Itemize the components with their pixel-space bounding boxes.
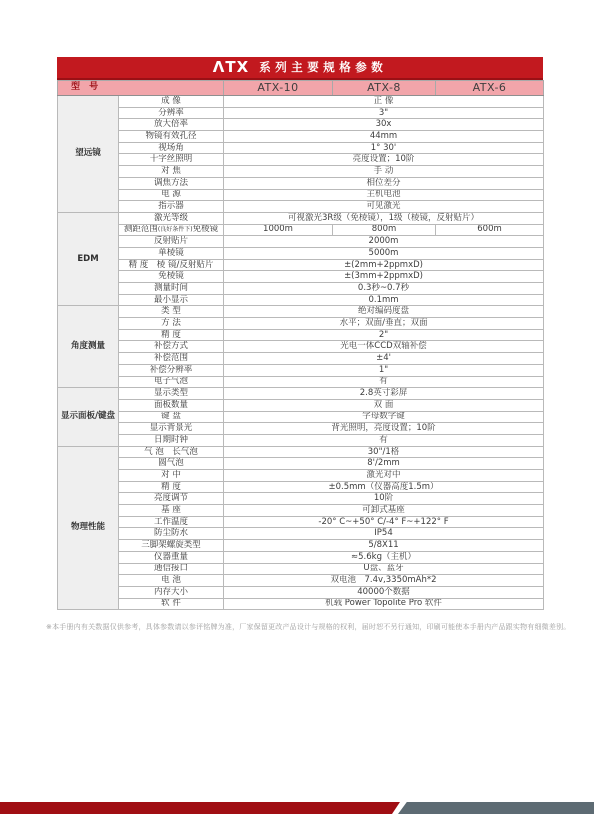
model-name-atx6: ATX-6 — [436, 81, 544, 96]
table-row — [58, 470, 544, 482]
spec-label: 对 焦 — [119, 166, 224, 178]
table-row — [58, 283, 544, 295]
spec-value: 字母数字键 — [224, 411, 544, 423]
table-row — [58, 551, 544, 563]
spec-value: 0.3秒~0.7秒 — [224, 283, 544, 295]
table-row — [58, 563, 544, 575]
spec-value: 有 — [224, 376, 544, 388]
category-cell: 角度测量 — [58, 306, 119, 388]
spec-label: 精 度 — [119, 481, 224, 493]
spec-value: 水平；双面/垂直；双面 — [224, 318, 544, 330]
spec-label: 成 像 — [119, 96, 224, 108]
spec-label: 精 度 — [119, 329, 224, 341]
spec-value: 可卸式基座 — [224, 505, 544, 517]
spec-label: 通信接口 — [119, 563, 224, 575]
spec-value: 可视激光3R级（免棱镜），1级（棱镜，反射贴片） — [224, 212, 544, 224]
spec-value: 30"/1格 — [224, 446, 544, 458]
model-label-cell: 型 号 — [58, 81, 224, 96]
table-row — [58, 96, 544, 108]
table-row — [58, 458, 544, 470]
table-row — [58, 364, 544, 376]
spec-label: 补偿范围 — [119, 353, 224, 365]
table-row — [58, 376, 544, 388]
table-row — [58, 212, 544, 224]
table-row — [58, 154, 544, 166]
model-name-atx8: ATX-8 — [333, 81, 436, 96]
table-row — [58, 423, 544, 435]
spec-label: 指示器 — [119, 201, 224, 213]
table-row — [58, 505, 544, 517]
table-row — [58, 586, 544, 598]
spec-label: 日期时钟 — [119, 434, 224, 446]
spec-value: 相位差分 — [224, 177, 544, 189]
model-name-atx10: ATX-10 — [224, 81, 333, 96]
spec-label: 调焦方法 — [119, 177, 224, 189]
spec-table — [57, 80, 544, 610]
category-cell: 显示面板/键盘 — [58, 388, 119, 446]
spec-label: 亮度调节 — [119, 493, 224, 505]
spec-table-wrap — [57, 80, 543, 610]
model-row — [58, 81, 544, 96]
table-row — [58, 294, 544, 306]
spec-value: 2000m — [224, 236, 544, 248]
spec-value: 有 — [224, 434, 544, 446]
spec-label: 工作温度 — [119, 516, 224, 528]
spec-value: 激光对中 — [224, 470, 544, 482]
spec-value: 10阶 — [224, 493, 544, 505]
spec-value: 800m — [333, 224, 436, 236]
spec-value: 绝对编码度盘 — [224, 306, 544, 318]
spec-label: 最小显示 — [119, 294, 224, 306]
spec-label: 三脚架螺旋类型 — [119, 540, 224, 552]
spec-value: 44mm — [224, 131, 544, 143]
spec-label: 显示背景光 — [119, 423, 224, 435]
spec-label: 面板数量 — [119, 399, 224, 411]
table-row — [58, 411, 544, 423]
spec-label: 测距范围(良好条件下)免棱镜 — [119, 224, 224, 236]
spec-label: 电子气泡 — [119, 376, 224, 388]
spec-label: 仪器重量 — [119, 551, 224, 563]
spec-value: ±(3mm+2ppmxD) — [224, 271, 544, 283]
spec-label: 防尘防水 — [119, 528, 224, 540]
spec-table-body — [58, 81, 544, 610]
table-row — [58, 399, 544, 411]
spec-value: 1" — [224, 364, 544, 376]
spec-value: IP54 — [224, 528, 544, 540]
table-row — [58, 166, 544, 178]
spec-label: 方 法 — [119, 318, 224, 330]
table-row — [58, 598, 544, 610]
table-row — [58, 318, 544, 330]
table-row — [58, 540, 544, 552]
spec-value: 1000m — [224, 224, 333, 236]
table-row — [58, 306, 544, 318]
table-row — [58, 446, 544, 458]
spec-label: 十字丝照明 — [119, 154, 224, 166]
spec-value: 背光照明，亮度设置；10阶 — [224, 423, 544, 435]
table-row — [58, 247, 544, 259]
spec-value: 正 像 — [224, 96, 544, 108]
spec-value: 30x — [224, 119, 544, 131]
spec-label: 气 泡 长气泡 — [119, 446, 224, 458]
table-row — [58, 329, 544, 341]
spec-label: 电 池 — [119, 575, 224, 587]
spec-label: 对 中 — [119, 470, 224, 482]
spec-label: 分辨率 — [119, 107, 224, 119]
spec-label: 类 型 — [119, 306, 224, 318]
spec-label: 键 盘 — [119, 411, 224, 423]
footer-red-band — [0, 802, 400, 814]
spec-label: 显示类型 — [119, 388, 224, 400]
spec-label: 基 座 — [119, 505, 224, 517]
table-row — [58, 259, 544, 271]
spec-label: 软 件 — [119, 598, 224, 610]
table-row — [58, 201, 544, 213]
spec-value: 机载 Power Topolite Pro 软件 — [224, 598, 544, 610]
spec-label: 电 源 — [119, 189, 224, 201]
table-row — [58, 493, 544, 505]
spec-value: 5000m — [224, 247, 544, 259]
spec-value: 5/8X11 — [224, 540, 544, 552]
spec-value: ±(2mm+2ppmxD) — [224, 259, 544, 271]
spec-value: ≈5.6kg（主机） — [224, 551, 544, 563]
table-row — [58, 107, 544, 119]
table-row — [58, 575, 544, 587]
spec-label: 免棱镜 — [119, 271, 224, 283]
page-title: 系列主要规格参数 — [259, 59, 388, 74]
spec-value: 双 面 — [224, 399, 544, 411]
spec-value: 光电一体CCD双轴补偿 — [224, 341, 544, 353]
table-row — [58, 224, 544, 236]
spec-label: 内存大小 — [119, 586, 224, 598]
spec-value: -20° C~+50° C/-4° F~+122° F — [224, 516, 544, 528]
brand-logo: ΛTX — [212, 58, 250, 76]
spec-value: 1° 30' — [224, 142, 544, 154]
table-row — [58, 131, 544, 143]
spec-value: 双电池 7.4v,3350mAh*2 — [224, 575, 544, 587]
table-row — [58, 353, 544, 365]
spec-label: 补偿分辨率 — [119, 364, 224, 376]
spec-label: 补偿方式 — [119, 341, 224, 353]
spec-value: 600m — [436, 224, 544, 236]
category-cell: EDM — [58, 212, 119, 306]
table-row — [58, 119, 544, 131]
spec-value: 2.8英寸彩屏 — [224, 388, 544, 400]
table-row — [58, 236, 544, 248]
footer-gray-band — [398, 802, 594, 814]
spec-value: 0.1mm — [224, 294, 544, 306]
spec-label: 物镜有效孔径 — [119, 131, 224, 143]
table-row — [58, 481, 544, 493]
category-cell: 物理性能 — [58, 446, 119, 610]
spec-label: 反射贴片 — [119, 236, 224, 248]
spec-label: 单棱镜 — [119, 247, 224, 259]
spec-value: 40000个数据 — [224, 586, 544, 598]
spec-label: 圆气泡 — [119, 458, 224, 470]
spec-value: 手 动 — [224, 166, 544, 178]
table-row — [58, 341, 544, 353]
table-row — [58, 189, 544, 201]
spec-label: 精 度 棱 镜/反射贴片 — [119, 259, 224, 271]
table-row — [58, 516, 544, 528]
spec-value: 3" — [224, 107, 544, 119]
title-bar — [57, 57, 543, 80]
spec-label: 测量时间 — [119, 283, 224, 295]
spec-label: 激光等级 — [119, 212, 224, 224]
spec-value: 亮度设置；10阶 — [224, 154, 544, 166]
spec-value: U盘、蓝牙 — [224, 563, 544, 575]
table-row — [58, 271, 544, 283]
spec-value: ±4' — [224, 353, 544, 365]
spec-value: 主机电池 — [224, 189, 544, 201]
table-row — [58, 142, 544, 154]
spec-value: 可见激光 — [224, 201, 544, 213]
table-row — [58, 177, 544, 189]
spec-label: 放大倍率 — [119, 119, 224, 131]
table-row — [58, 434, 544, 446]
table-row — [58, 388, 544, 400]
spec-value: ±0.5mm（仪器高度1.5m） — [224, 481, 544, 493]
footnote: ※本手册内有关数据仅供参考，具体参数请以参评铭牌为准，厂家保留更改产品设计与规格的权利，届时恕不另行通知，印刷可能使本手册内产品跟实物有细微差别。 — [46, 623, 571, 631]
spec-value: 2" — [224, 329, 544, 341]
spec-label: 视场角 — [119, 142, 224, 154]
category-cell: 望远镜 — [58, 96, 119, 213]
spec-value: 8'/2mm — [224, 458, 544, 470]
table-row — [58, 528, 544, 540]
